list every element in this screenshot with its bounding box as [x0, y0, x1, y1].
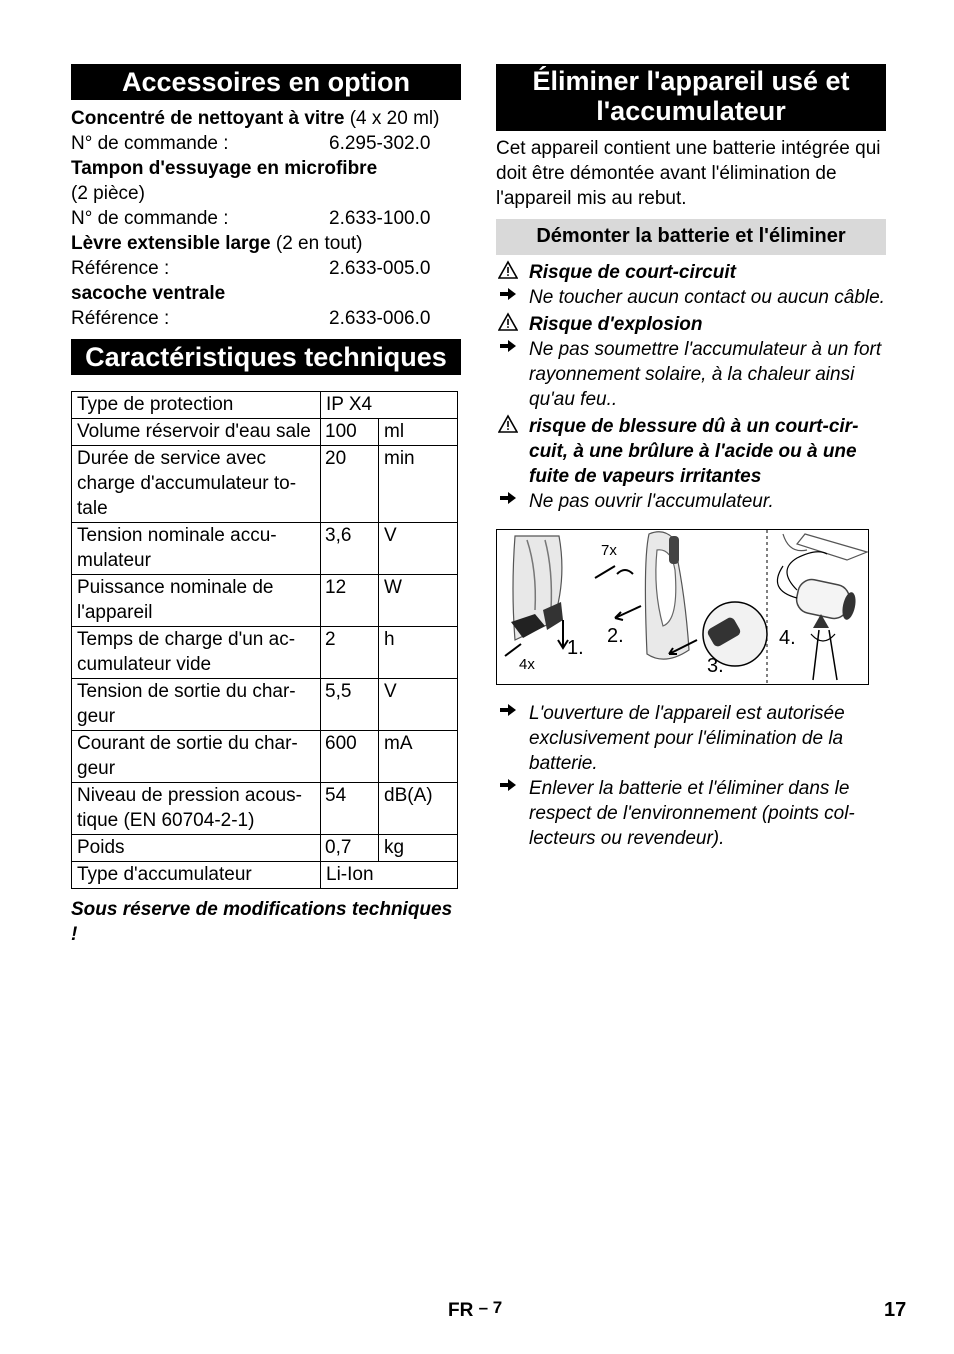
spec-row	[72, 446, 458, 523]
spec-label: Type de protection	[72, 392, 321, 419]
spec-row	[72, 862, 458, 889]
warning-item	[496, 260, 886, 285]
accessory-qty: (4 x 20 ml)	[344, 108, 440, 129]
action-text: L'ouverture de l'appareil est autorisée exclusivement pour l'élimination de la batterie.	[529, 703, 845, 774]
specs-table	[71, 391, 458, 889]
order-number: 6.295-302.0	[329, 133, 431, 154]
spec-value: 20	[321, 446, 379, 523]
action-item	[496, 285, 886, 310]
order-number: 2.633-005.0	[329, 258, 431, 279]
battery-removal-illustration	[496, 529, 869, 685]
accessory-item	[71, 106, 461, 131]
sub-heading: Démonter la batterie et l'éliminer	[496, 219, 886, 255]
spec-row	[72, 419, 458, 446]
step-3-label: 3.	[707, 655, 724, 677]
accessory-name: Tampon d'essuyage en microfibre	[71, 158, 378, 179]
arrow-right-icon	[496, 337, 520, 362]
order-label: Référence :	[71, 308, 170, 329]
language-code: FR	[448, 1300, 474, 1321]
step-2-label: 2.	[607, 625, 624, 647]
spec-value: 3,6	[321, 523, 379, 575]
warning-item	[496, 414, 886, 489]
accessories-heading: Accessoires en option	[71, 64, 461, 100]
accessory-qty: (2 pièce)	[71, 183, 145, 204]
spec-unit: dB(A)	[379, 783, 458, 835]
action-item	[496, 701, 886, 776]
spec-label: Temps de charge d'un ac-cumulateur vide	[72, 627, 321, 679]
action-text: Ne pas ouvrir l'accumulateur.	[529, 491, 774, 512]
warning-text: risque de blessure dû à un court-cir-cuit, à une brûlure à l'acide ou à une fuite de vapeurs irritantes	[529, 416, 859, 487]
disposal-heading: Éliminer l'appareil usé et l'accumulateur	[496, 64, 886, 131]
spec-value: 2	[321, 627, 379, 679]
spec-label: Courant de sortie du char-geur	[72, 731, 321, 783]
spec-label: Tension nominale accu-mulateur	[72, 523, 321, 575]
spec-row	[72, 783, 458, 835]
spec-value: 600	[321, 731, 379, 783]
illustration-drawing	[497, 530, 868, 684]
order-row	[71, 256, 461, 281]
accessory-name: Concentré de nettoyant à vitre	[71, 108, 345, 129]
accessory-item	[71, 231, 461, 256]
spec-label: Volume réservoir d'eau sale	[72, 419, 321, 446]
spec-label: Niveau de pression acous-tique (EN 60704-2-1)	[72, 783, 321, 835]
order-number: 2.633-100.0	[329, 208, 431, 229]
spec-row	[72, 627, 458, 679]
accessories-list	[71, 106, 461, 331]
order-label: Référence :	[71, 258, 170, 279]
spec-unit: mA	[379, 731, 458, 783]
order-label: N° de commande :	[71, 208, 229, 229]
section-page-number: – 7	[478, 1298, 503, 1317]
order-number: 2.633-006.0	[329, 308, 431, 329]
spec-value: 100	[321, 419, 379, 446]
warning-icon	[496, 414, 520, 441]
spec-label: Poids	[72, 835, 321, 862]
spec-unit: V	[379, 523, 458, 575]
footer-language	[448, 1298, 502, 1323]
warning-text: Risque de court-circuit	[529, 262, 736, 283]
action-item	[496, 337, 886, 412]
spec-label: Tension de sortie du char-geur	[72, 679, 321, 731]
label-7x: 7x	[601, 542, 617, 559]
right-column	[496, 64, 886, 851]
spec-value: 12	[321, 575, 379, 627]
spec-row	[72, 835, 458, 862]
spec-row	[72, 575, 458, 627]
action-item	[496, 776, 886, 851]
accessory-name: sacoche ventrale	[71, 283, 226, 304]
arrow-right-icon	[496, 489, 520, 514]
disclaimer-note: Sous réserve de modifications techniques !	[71, 899, 453, 945]
spec-row	[72, 731, 458, 783]
spec-unit: ml	[379, 419, 458, 446]
action-item	[496, 489, 886, 514]
step-4-label: 4.	[779, 627, 796, 649]
accessory-item	[71, 281, 461, 306]
warning-text: Risque d'explosion	[529, 314, 703, 335]
spec-label: Type d'accumulateur	[72, 862, 321, 889]
spec-value: 54	[321, 783, 379, 835]
left-column	[71, 64, 461, 947]
arrow-right-icon	[496, 776, 520, 801]
disposal-actions	[496, 701, 886, 851]
spec-unit: h	[379, 627, 458, 679]
accessory-qty: (2 en tout)	[270, 233, 363, 254]
spec-unit: kg	[379, 835, 458, 862]
spec-value: 5,5	[321, 679, 379, 731]
safety-list	[496, 260, 886, 514]
spec-unit: W	[379, 575, 458, 627]
arrow-right-icon	[496, 285, 520, 310]
order-row	[71, 306, 461, 331]
spec-unit: V	[379, 679, 458, 731]
spec-label: Durée de service avec charge d'accumulateur to-tale	[72, 446, 321, 523]
order-row	[71, 206, 461, 231]
warning-item	[496, 312, 886, 337]
intro-paragraph: Cet appareil contient une batterie intégrée qui doit être démontée avant l'élimination de l'appareil mis au rebut.	[496, 138, 881, 209]
spec-label: Puissance nominale de l'appareil	[72, 575, 321, 627]
label-4x: 4x	[519, 656, 535, 673]
warning-icon	[496, 260, 520, 287]
spec-unit: min	[379, 446, 458, 523]
spec-row	[72, 392, 458, 419]
order-row	[71, 131, 461, 156]
accessory-name: Lèvre extensible large	[71, 233, 271, 254]
warning-icon	[496, 312, 520, 339]
order-label: N° de commande :	[71, 133, 229, 154]
spec-value: 0,7	[321, 835, 379, 862]
spec-value: IP X4	[321, 392, 458, 419]
arrow-right-icon	[496, 701, 520, 726]
accessory-item	[71, 156, 461, 181]
spec-row	[72, 523, 458, 575]
step-1-label: 1.	[567, 637, 584, 659]
action-text: Ne pas soumettre l'accumulateur à un fort rayonnement solaire, à la chaleur ainsi qu'au feu..	[529, 339, 882, 410]
page-number: 17	[884, 1299, 907, 1321]
action-text: Enlever la batterie et l'éliminer dans le respect de l'environnement (points col-lecteurs ou revendeur).	[529, 778, 855, 849]
spec-row	[72, 679, 458, 731]
spec-value: Li-Ion	[321, 862, 458, 889]
action-text: Ne toucher aucun contact ou aucun câble.	[529, 287, 885, 308]
specs-heading: Caractéristiques techniques	[71, 339, 461, 375]
